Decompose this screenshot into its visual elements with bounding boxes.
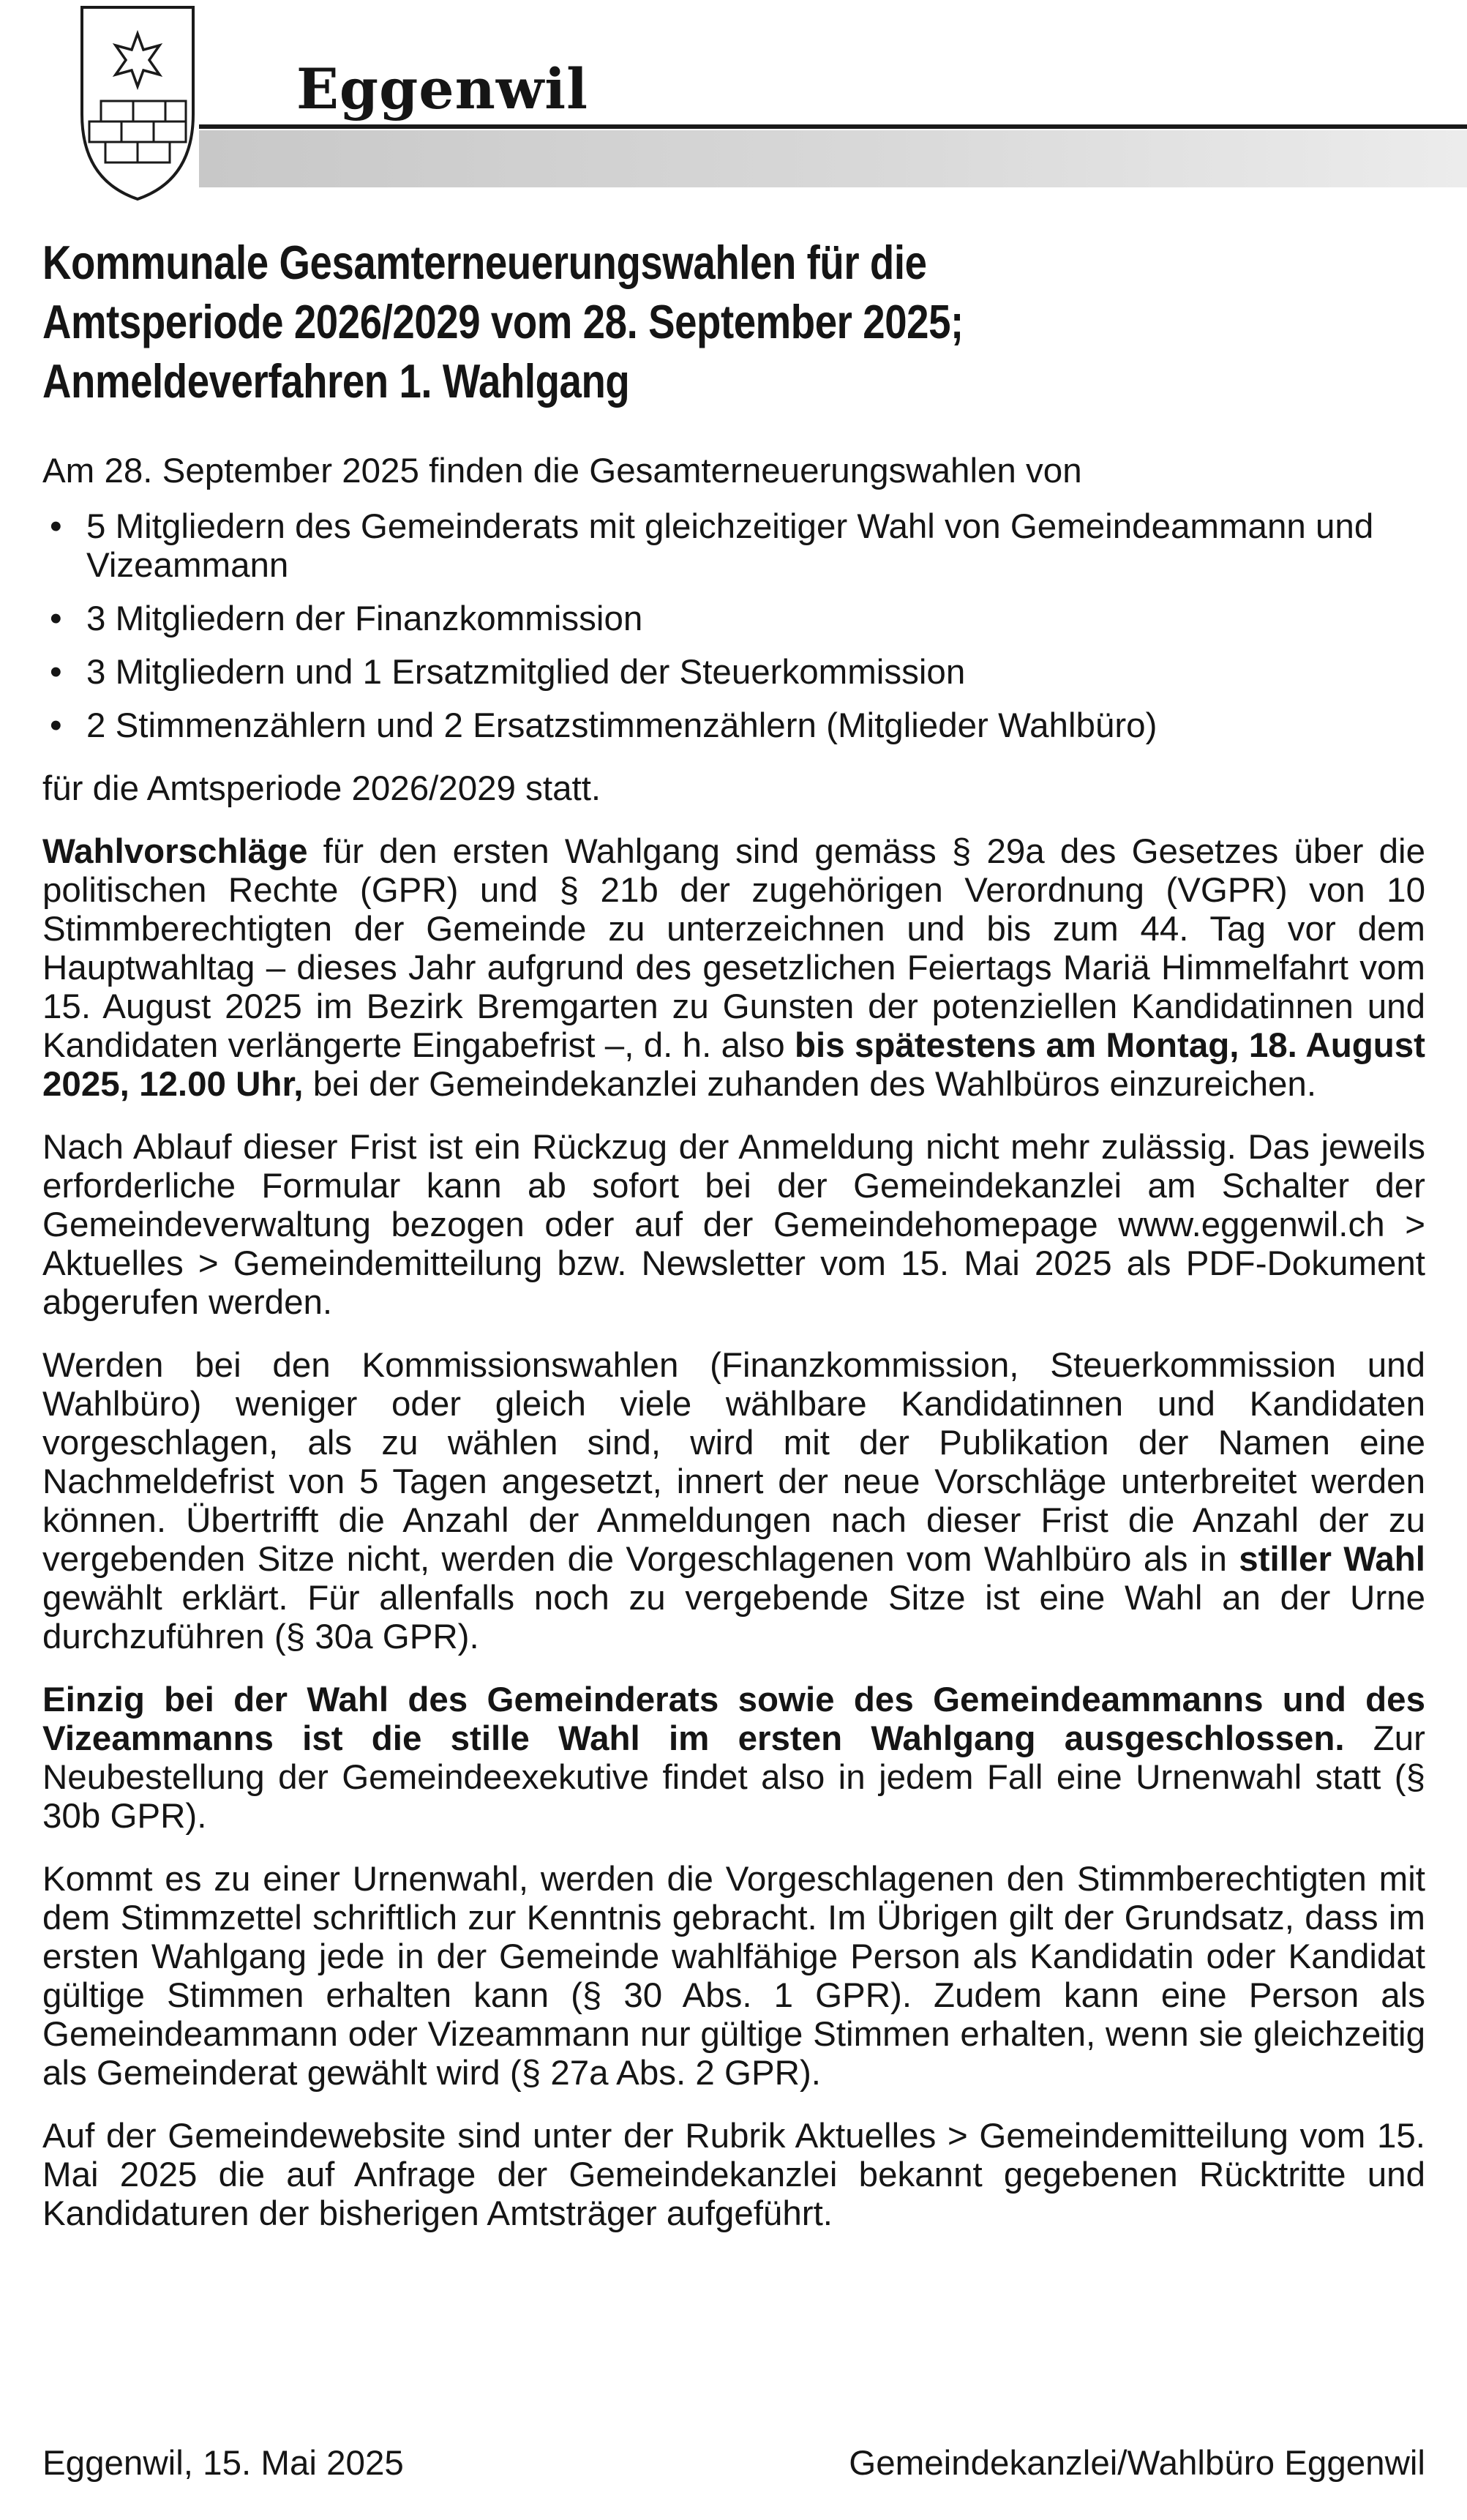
- nominations-heading: Wahlvorschläge: [42, 832, 308, 871]
- council-bold-text: Einzig bei der Wahl des Gemeinderats sowie des Gemeindeammanns und des Vizeammanns ist die stille Wahl im ersten Wahlgang ausgeschlossen.: [42, 1680, 1425, 1758]
- nominations-text-2: bei der Gemeindekanzlei zuhanden des Wahlbüros einzureichen.: [303, 1065, 1317, 1104]
- deadline-text: bis spätestens am Montag, 18. August 2025, 12.00 Uhr,: [42, 1026, 1425, 1104]
- coat-of-arms-icon: [79, 4, 196, 202]
- list-item: [42, 706, 1425, 745]
- title-line-3: Anmeldeverfahren 1. Wahlgang: [42, 354, 630, 408]
- nominations-paragraph: [42, 832, 1425, 1104]
- header-band: [199, 130, 1467, 187]
- list-item-text: 5 Mitgliedern des Gemeinderats mit gleichzeitiger Wahl von Gemeindeammann und Vizeammann: [86, 507, 1374, 585]
- title-line-1: Kommunale Gesamterneuerungswahlen für die: [42, 236, 927, 289]
- bullet-icon: •: [50, 706, 62, 745]
- signature-footer: [42, 2444, 1425, 2483]
- header-rule: [199, 124, 1467, 129]
- list-item: [42, 507, 1425, 585]
- council-text: Zur Neubestellung der Gemeindeexekutive findet also in jedem Fall eine Urnenwahl statt (§ 30b GPR).: [42, 1719, 1425, 1836]
- sender: Gemeindekanzlei/Wahlbüro Eggenwil: [849, 2444, 1425, 2483]
- ballot-paragraph: Kommt es zu einer Urnenwahl, werden die Vorgeschlagenen den Stimmberechtigten mit dem Stimmzettel schriftlich zur Kenntnis gebracht. Im Übrigen gilt der Grundsatz, dass im ersten Wahlgang jede in der Gemeinde wahlfähige Person als Kandidatin oder Kandidat gültige Stimmen erhalten kann (§ 30 Abs. 1 GPR). Zudem kann eine Person als Gemeindeammann oder Vizeammann nur gültige Stimmen erhalten, wenn sie gleichzeitig als Gemeinderat gewählt wird (§ 27a Abs. 2 GPR).: [42, 1860, 1425, 2093]
- bullet-icon: •: [50, 653, 62, 692]
- title-line-2: Amtsperiode 2026/2029 vom 28. September 2025;: [42, 295, 964, 348]
- commission-text-2: gewählt erklärt. Für allenfalls noch zu vergebende Sitze ist eine Wahl an der Urne durchzuführen (§ 30a GPR).: [42, 1579, 1425, 1656]
- list-item: [42, 599, 1425, 638]
- intro-paragraph: Am 28. September 2025 finden die Gesamterneuerungswahlen von: [42, 452, 1082, 490]
- list-item-text: 2 Stimmenzählern und 2 Ersatzstimmenzählern (Mitglieder Wahlbüro): [86, 706, 1158, 745]
- commission-text-1: Werden bei den Kommissionswahlen (Finanzkommission, Steuerkommission und Wahlbüro) weniger oder gleich viele wählbare Kandidatinnen und Kandidaten vorgeschlagen, als zu wählen sind, wird mit der Publikation der Namen eine Nachmeldefrist von 5 Tagen angesetzt, innert der neue Vorschläge unterbreitet werden können. Übertrifft die Anzahl der Anmeldungen nach dieser Frist die Anzahl der zu vergebenden Sitze nicht, werden die Vorgeschlagenen vom Wahlbüro als in: [42, 1346, 1425, 1579]
- bullet-icon: •: [50, 599, 62, 638]
- municipality-name: Eggenwil: [296, 56, 588, 121]
- notice-body: [42, 452, 1425, 2257]
- deadline-paragraph: Nach Ablauf dieser Frist ist ein Rückzug der Anmeldung nicht mehr zulässig. Das jeweils erforderliche Formular kann ab sofort bei der Gemeindekanzlei am Schalter der Gemeindeverwaltung bezogen oder auf der Gemeindehomepage www.eggenwil.ch > Aktuelles > Gemeindemitteilung bzw. Newsletter vom 15. Mai 2025 als PDF-Dokument abgerufen werden.: [42, 1128, 1425, 1322]
- bullet-icon: •: [50, 507, 62, 546]
- list-item: [42, 653, 1425, 692]
- document-title: [42, 233, 1210, 411]
- council-paragraph: [42, 1680, 1425, 1836]
- nominations-text-1: für den ersten Wahlgang sind gemäss § 29a des Gesetzes über die politischen Rechte (GPR) und § 21b der zugehörigen Verordnung (VGPR) von 10 Stimmberechtigten der Gemeinde zu unterzeichnen und bis zum 44. Tag vor dem Hauptwahltag – dieses Jahr aufgrund des gesetzlichen Feiertags Mariä Himmelfahrt vom 15. August 2025 im Bezirk Bremgarten zu Gunsten der potenziellen Kandidatinnen und Kandidaten verlängerte Eingabefrist –, d. h. also: [42, 832, 1425, 1065]
- commission-paragraph: [42, 1346, 1425, 1656]
- list-item-text: 3 Mitgliedern und 1 Ersatzmitglied der Steuerkommission: [86, 653, 966, 692]
- website-paragraph: Auf der Gemeindewebsite sind unter der Rubrik Aktuelles > Gemeindemitteilung vom 15. Mai 2025 die auf Anfrage der Gemeindekanzlei bekannt gegebenen Rücktritte und Kandidaturen der bisherigen Amtsträger aufgeführt.: [42, 2117, 1425, 2233]
- period-paragraph: für die Amtsperiode 2026/2029 statt.: [42, 769, 601, 808]
- list-item-text: 3 Mitgliedern der Finanzkommission: [86, 599, 643, 638]
- place-date: Eggenwil, 15. Mai 2025: [42, 2444, 404, 2483]
- election-list: [42, 507, 1425, 745]
- silent-election-term: stiller Wahl: [1239, 1540, 1425, 1579]
